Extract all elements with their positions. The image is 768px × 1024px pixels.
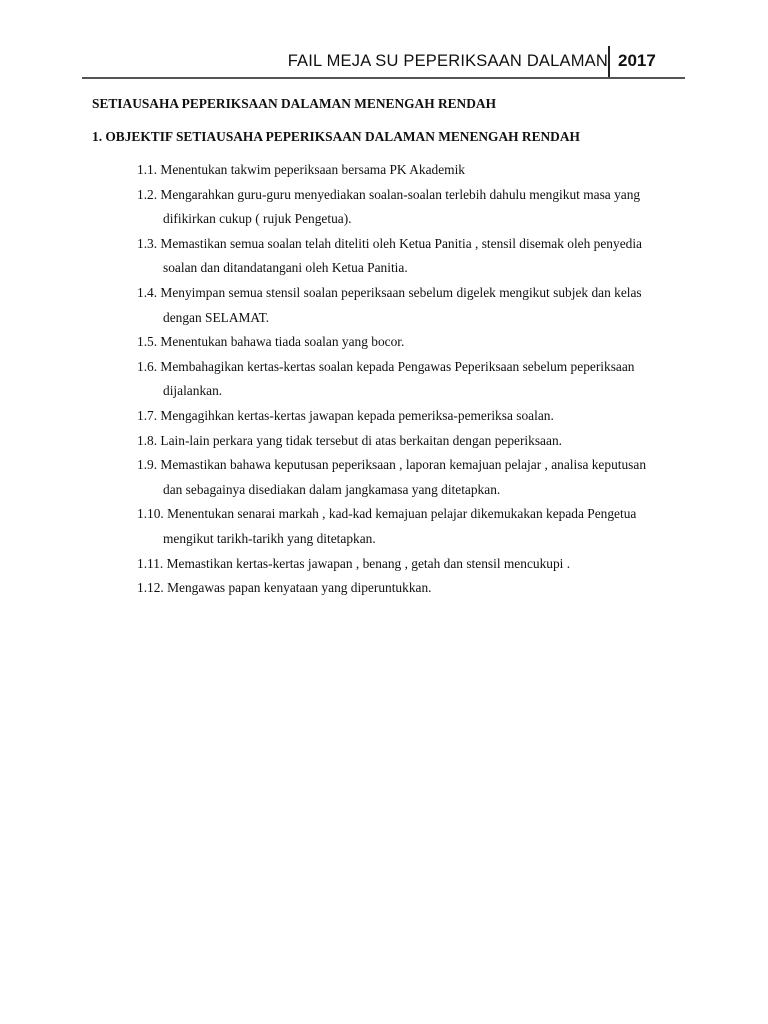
header-title: FAIL MEJA SU PEPERIKSAAN DALAMAN [287,52,608,70]
header-divider [608,46,610,77]
list-item [137,502,697,551]
list-item-text: 1.4. Menyimpan semua stensil soalan peperiksaan sebelum digelek mengikut subjek dan kelas [137,284,642,300]
list-item [137,183,697,232]
list-item-text: 1.10. Menentukan senarai markah , kad-kad kemajuan pelajar dikemukakan kepada Pengetua [137,506,637,522]
list-item-text: 1.8. Lain-lain perkara yang tidak tersebut di atas berkaitan dengan peperiksaan. [137,432,562,448]
list-item [137,552,697,577]
list-item [137,355,697,404]
list-item-text: 1.1. Menentukan takwim peperiksaan bersama PK Akademik [137,162,465,177]
section-heading: 1. OBJEKTIF SETIAUSAHA PEPERIKSAAN DALAMAN MENENGAH RENDAH [92,129,580,144]
list-item [137,453,697,502]
list-item-text: 1.9. Memastikan bahawa keputusan peperiksaan , laporan kemajuan pelajar , analisa keputusan [137,457,647,473]
list-item-text: 1.2. Mengarahkan guru-guru menyediakan soalan-soalan terlebih dahulu mengikut masa yang [137,186,641,202]
list-item-text: 1.6. Membahagikan kertas-kertas soalan kepada Pengawas Peperiksaan sebelum peperiksaan [137,358,635,374]
list-item-text: 1.12. Mengawas papan kenyataan yang diperuntukkan. [137,580,432,596]
list-item [137,232,697,281]
list-item-text: 1.11. Memastikan kertas-kertas jawapan , benang , getah dan stensil mencukupi . [137,555,571,571]
list-item-continuation: difikirkan cukup ( rujuk Pengetua). [163,211,352,227]
page-header [82,46,685,78]
list-item [137,404,697,429]
list-item [137,330,697,355]
list-item-continuation: dan sebagainya disediakan dalam jangkamasa yang ditetapkan. [163,481,501,497]
header-rule [82,77,685,79]
list-item-continuation: soalan dan ditandatangani oleh Ketua Panitia. [163,260,408,276]
list-item-text: 1.5. Menentukan bahawa tiada soalan yang bocor. [137,334,405,350]
list-item-continuation: dengan SELAMAT. [163,309,270,325]
list-item [137,158,697,183]
list-item-text: 1.3. Memastikan semua soalan telah diteliti oleh Ketua Panitia , stensil disemak oleh penyedia [137,235,642,251]
list-item [137,576,697,601]
list-item [137,281,697,330]
objective-list [137,158,697,601]
list-item-text: 1.7. Mengagihkan kertas-kertas jawapan kepada pemeriksa-pemeriksa soalan. [137,407,554,423]
list-item [137,429,697,454]
header-year: 2017 [618,51,656,70]
document-heading: SETIAUSAHA PEPERIKSAAN DALAMAN MENENGAH RENDAH [92,96,496,111]
list-item-continuation: dijalankan. [163,383,223,399]
list-item-continuation: mengikut tarikh-tarikh yang ditetapkan. [163,530,376,546]
